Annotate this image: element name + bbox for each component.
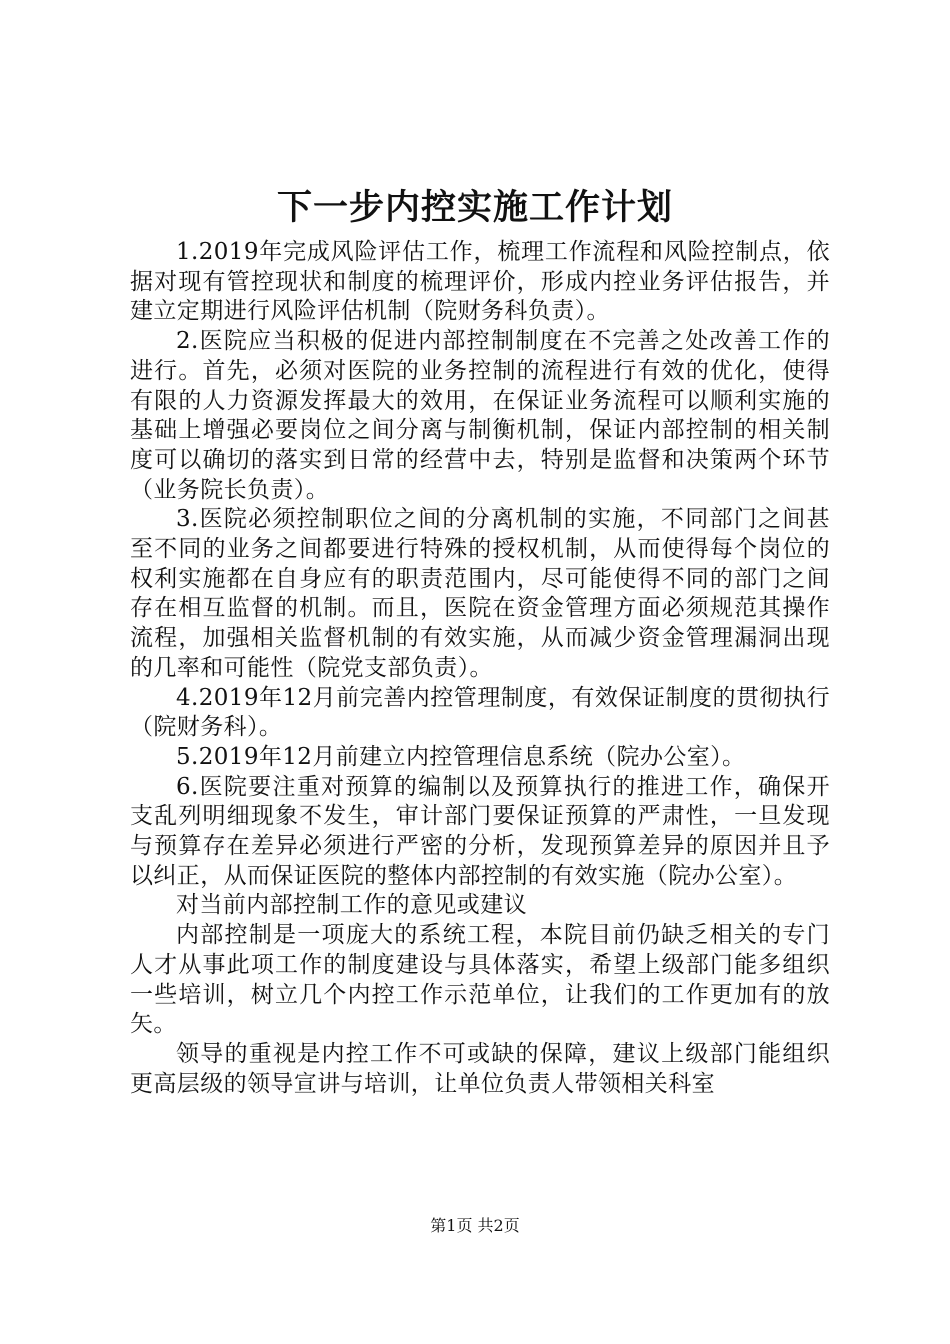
page-number-footer: 第1页 共2页 [430, 1216, 520, 1235]
paragraph-item-3: 3.医院必须控制职位之间的分离机制的实施，不同部门之间甚至不同的业务之间都要进行特殊的授权机制，从而使得每个岗位的权利实施都在自身应有的职责范围内，尽可能使得不同的部门之间存在相互监督的机制。而且，医院在资金管理方面必须规范其操作流程，加强相关监督机制的有效实施，从而减少资金管理漏洞出现的几率和可能性（院党支部负责）。 [130, 506, 830, 681]
paragraph-item-4: 4.2019年12月前完善内控管理制度，有效保证制度的贯彻执行（院财务科）。 [130, 684, 830, 741]
paragraph-item-6: 6.医院要注重对预算的编制以及预算执行的推进工作，确保开支乱列明细现象不发生，审计部门要保证预算的严肃性，一旦发现与预算存在差异必须进行严密的分析，发现预算差异的原因并且予以纠正，从而保证医院的整体内部控制的有效实施（院办公室）。 [130, 773, 830, 889]
section-heading: 对当前内部控制工作的意见或建议 [176, 892, 527, 919]
document-body [130, 238, 830, 1099]
suggestion-paragraph-2: 领导的重视是内控工作不可或缺的保障，建议上级部门能组织更高层级的领导宣讲与培训，让单位负责人带领相关科室 [130, 1040, 830, 1097]
document-title: 下一步内控实施工作计划 [276, 187, 673, 228]
paragraph-item-5: 5.2019年12月前建立内控管理信息系统（院办公室）。 [176, 743, 746, 770]
suggestion-paragraph-1: 内部控制是一项庞大的系统工程，本院目前仍缺乏相关的专门人才从事此项工作的制度建设与具体落实，希望上级部门能多组织一些培训，树立几个内控工作示范单位，让我们的工作更加有的放矢。 [130, 922, 830, 1038]
paragraph-item-1: 1.2019年完成风险评估工作，梳理工作流程和风险控制点，依据对现有管控现状和制度的梳理评价，形成内控业务评估报告，并建立定期进行风险评估机制（院财务科负责）。 [130, 239, 830, 325]
paragraph-item-2: 2.医院应当积极的促进内部控制制度在不完善之处改善工作的进行。首先，必须对医院的业务控制的流程进行有效的优化，使得有限的人力资源发挥最大的效用，在保证业务流程可以顺利实施的基础上增强必要岗位之间分离与制衡机制，保证内部控制的相关制度可以确切的落实到日常的经营中去，特别是监督和决策两个环节（业务院长负责）。 [130, 328, 830, 503]
